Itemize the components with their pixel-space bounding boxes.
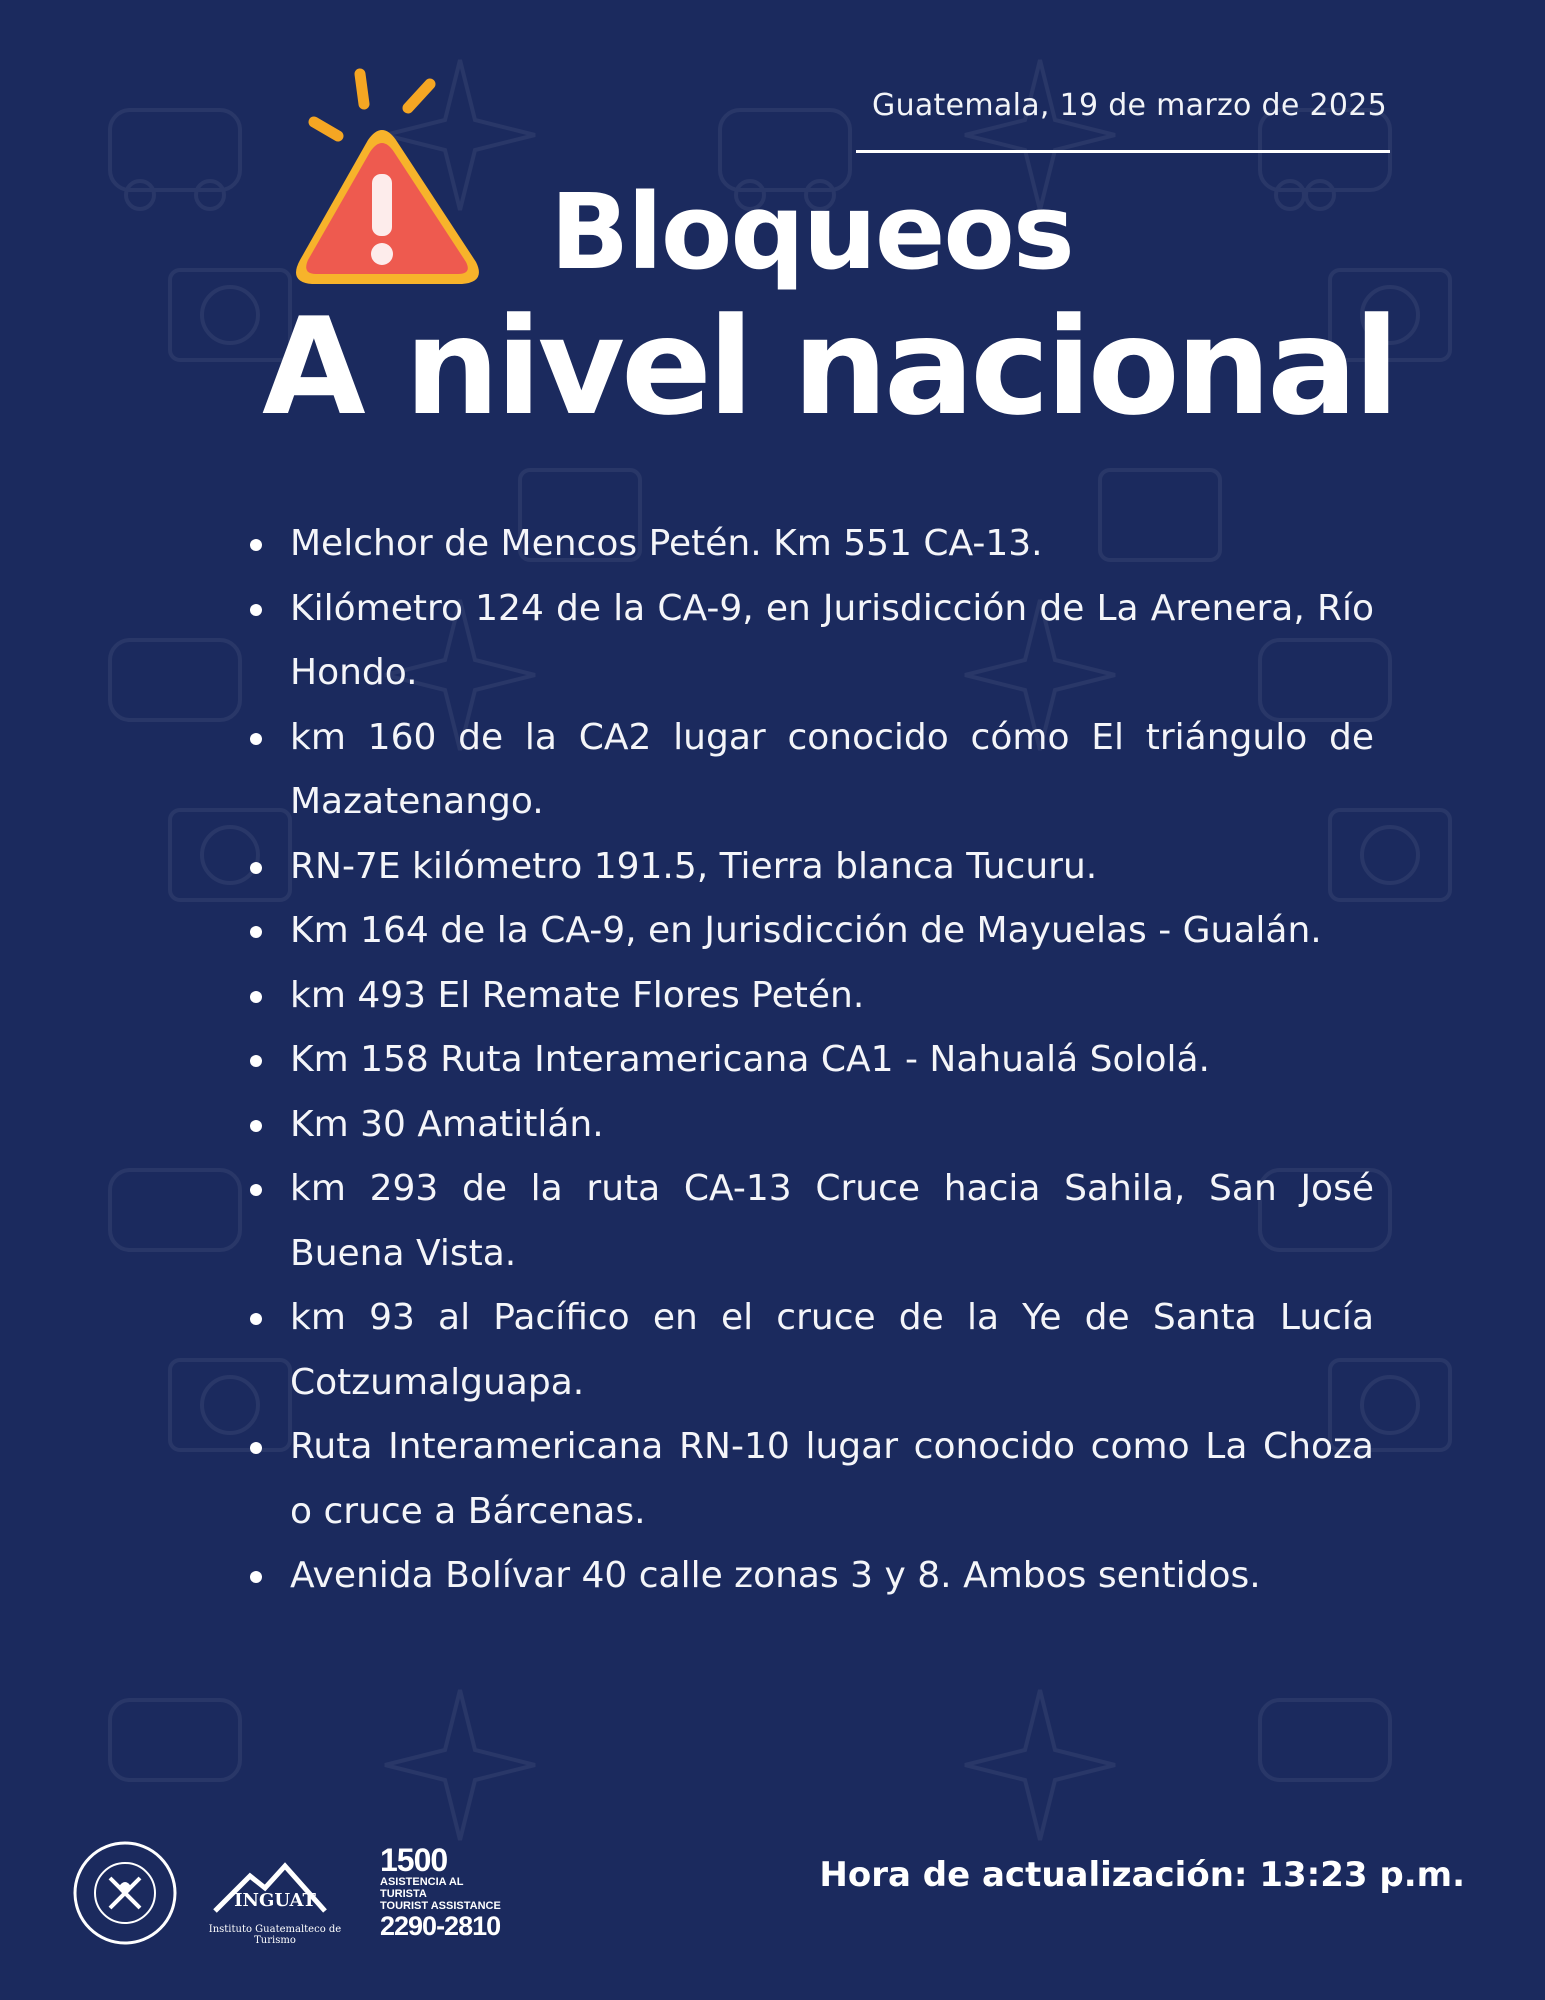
list-item-text: Km 158 Ruta Interamericana CA1 - Nahualá Sololá. — [290, 1039, 1211, 1080]
list-item-text: Ruta Interamericana RN-10 lugar conocido como La Choza o cruce a Bárcenas. — [290, 1426, 1374, 1532]
title-nivel-nacional: A nivel nacional — [262, 289, 1396, 445]
assist-line-es: ASISTENCIA AL TURISTA — [380, 1876, 464, 1900]
bullet-dot-icon — [250, 1442, 262, 1454]
inguat-caption: Instituto Guatemalteco de Turismo — [208, 1924, 342, 1946]
warning-triangle-icon — [290, 62, 490, 292]
list-item — [258, 706, 1374, 835]
bullet-dot-icon — [250, 1571, 262, 1583]
list-item — [258, 1093, 1374, 1158]
blockade-list — [258, 512, 1374, 1609]
bullet-dot-icon — [250, 1120, 262, 1132]
list-item — [258, 1544, 1374, 1609]
list-item-text: Kilómetro 124 de la CA-9, en Jurisdicción de La Arenera, Río Hondo. — [290, 587, 1374, 693]
list-item — [258, 1286, 1374, 1415]
list-item — [258, 1028, 1374, 1093]
list-item — [258, 577, 1374, 706]
assist-phone: 2290-2810 — [380, 1911, 501, 1941]
list-item-text: km 93 al Pacífico en el cruce de la Ye de Santa Lucía Cotzumalguapa. — [290, 1297, 1374, 1403]
list-item — [258, 1157, 1374, 1286]
tourist-assistance-logo — [380, 1844, 510, 1940]
bullet-dot-icon — [250, 539, 262, 551]
list-item-text: km 493 El Remate Flores Petén. — [290, 974, 865, 1016]
list-item-text: Km 30 Amatitlán. — [290, 1103, 604, 1145]
bullet-dot-icon — [250, 1055, 262, 1067]
assist-number: 1500 — [380, 1842, 448, 1878]
list-item — [258, 899, 1374, 964]
inguat-logo-text: INGUAT — [234, 1890, 316, 1911]
date-divider — [856, 150, 1390, 153]
bullet-dot-icon — [250, 733, 262, 745]
bullet-dot-icon — [250, 1184, 262, 1196]
guatemala-seal-logo — [70, 1838, 180, 1948]
assist-line-en: TOURIST ASSISTANCE — [380, 1900, 501, 1912]
list-item-text: Avenida Bolívar 40 calle zonas 3 y 8. Ambos sentidos. — [290, 1555, 1261, 1596]
title-bloqueos: Bloqueos — [550, 171, 1073, 293]
update-time: Hora de actualización: 13:23 p.m. — [819, 1855, 1465, 1895]
list-item — [258, 835, 1374, 900]
list-item-text: km 293 de la ruta CA-13 Cruce hacia Sahila, San José Buena Vista. — [290, 1168, 1374, 1274]
list-item — [258, 512, 1374, 577]
date-line: Guatemala, 19 de marzo de 2025 — [872, 88, 1387, 123]
bullet-dot-icon — [250, 1313, 262, 1325]
list-item — [258, 1415, 1374, 1544]
bullet-dot-icon — [250, 991, 262, 1003]
list-item-text: Km 164 de la CA-9, en Jurisdicción de Mayuelas - Gualán. — [290, 910, 1322, 951]
bullet-dot-icon — [250, 604, 262, 616]
bullet-dot-icon — [250, 862, 262, 874]
bullet-dot-icon — [250, 926, 262, 938]
list-item-text: km 160 de la CA2 lugar conocido cómo El triángulo de Mazatenango. — [290, 716, 1374, 822]
list-item-text: RN-7E kilómetro 191.5, Tierra blanca Tucuru. — [290, 845, 1098, 887]
inguat-mark-icon — [195, 1856, 355, 1916]
list-item — [258, 964, 1374, 1029]
inguat-logo — [195, 1856, 355, 1946]
list-item-text: Melchor de Mencos Petén. Km 551 CA-13. — [290, 523, 1043, 564]
